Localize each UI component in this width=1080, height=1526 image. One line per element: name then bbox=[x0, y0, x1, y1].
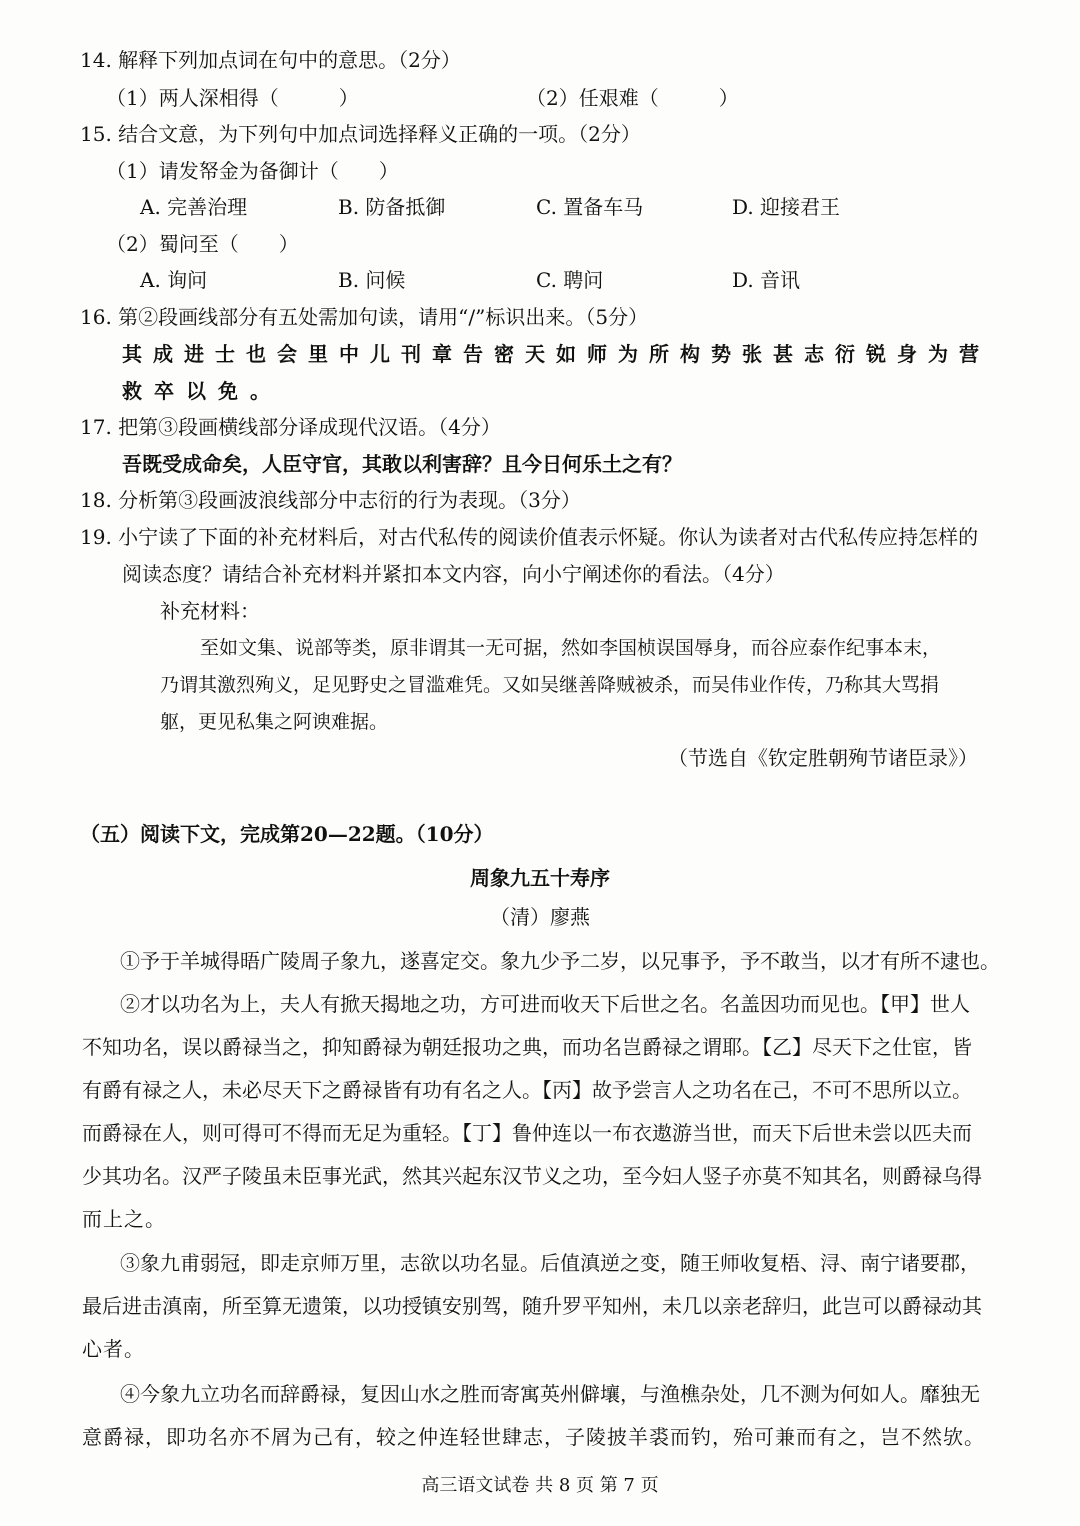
paragraph-3-line-2: 最后进击滇南，所至算无遗策，以功授镇安别驾，随升罗平知州，未几以亲老辞归，此岂可以爵禄动其 bbox=[82, 1294, 982, 1318]
paragraph-2-line-3: 有爵有禄之人，未必尽天下之爵禄皆有功有名之人。【丙】故予尝言人之功名在己，不可不思所以立。 bbox=[82, 1078, 972, 1102]
q18-stem: 18. 分析第③段画波浪线部分中志衍的行为表现。（3分） bbox=[80, 488, 581, 512]
q19-supp-label: 补充材料： bbox=[160, 599, 260, 623]
page-footer: 高三语文试卷 共 8 页 第 7 页 bbox=[421, 1475, 659, 1496]
q15-sub2-option-a: A. 询问 bbox=[140, 268, 208, 292]
q15-sub2: （2）蜀问至（ ） bbox=[106, 232, 299, 256]
paragraph-4-line-2: 意爵禄，即功名亦不屑为己有，较之仲连轻世肆志，子陵披羊裘而钓，殆可兼而有之，岂不然欤。 bbox=[82, 1425, 985, 1449]
q14-stem: 14. 解释下列加点词在句中的意思。（2分） bbox=[80, 48, 461, 72]
paragraph-1: ①予于羊城得晤广陵周子象九，遂喜定交。象九少予二岁，以兄事予，予不敢当，以才有所不逮也。 bbox=[120, 949, 1000, 973]
q17-text: 吾既受成命矣，人臣守官，其敢以利害辞？且今日何乐土之有？ bbox=[122, 452, 682, 476]
q14-item-2: （2）任艰难（ ） bbox=[526, 86, 739, 110]
q15-sub2-option-d: D. 音讯 bbox=[732, 268, 801, 292]
article-author: （清）廖燕 bbox=[490, 905, 590, 929]
q15-sub1: （1）请发帑金为备御计（ ） bbox=[106, 159, 399, 183]
q19-supp-line-3: 躯，更见私集之阿谀难据。 bbox=[160, 711, 389, 733]
q16-text-line-2: 救卒以免。 bbox=[122, 379, 282, 403]
paragraph-2-line-1: ②才以功名为上，夫人有掀天揭地之功，方可进而收天下后世之名。名盖因功而见也。【甲】世人 bbox=[120, 992, 970, 1016]
q15-sub1-option-b: B. 防备抵御 bbox=[338, 195, 446, 219]
paragraph-4-line-1: ④今象九立功名而辞爵禄，复因山水之胜而寄寓英州僻壤，与渔樵杂处，几不测为何如人。靡独无 bbox=[120, 1382, 980, 1406]
q19-source: （节选自《钦定胜朝殉节诸臣录》） bbox=[668, 746, 978, 770]
q16-text-line-1: 其成进士也会里中儿刊章告密天如师为所构势张甚志衍锐身为营 bbox=[122, 342, 990, 366]
q14-item-1: （1）两人深相得（ ） bbox=[106, 86, 359, 110]
section-5-heading: （五）阅读下文，完成第20—22题。（10分） bbox=[80, 822, 494, 846]
paragraph-3-line-3: 心者。 bbox=[82, 1337, 145, 1361]
q16-stem: 16. 第②段画线部分有五处需加句读，请用“/”标识出来。（5分） bbox=[80, 305, 649, 329]
paragraph-3-line-1: ③象九甫弱冠，即走京师万里，志欲以功名显。后值滇逆之变，随王师收复梧、浔、南宁诸要郡， bbox=[120, 1251, 980, 1275]
article-title: 周象九五十寿序 bbox=[470, 866, 610, 890]
q15-sub1-option-d: D. 迎接君王 bbox=[732, 195, 841, 219]
q19-stem-line-2: 阅读态度？请结合补充材料并紧扣本文内容，向小宁阐述你的看法。（4分） bbox=[122, 562, 785, 586]
paragraph-2-line-5: 少其功名。汉严子陵虽未臣事光武，然其兴起东汉节义之功，至今妇人竖子亦莫不知其名，则爵禄乌得 bbox=[82, 1164, 982, 1188]
q19-stem-line-1: 19. 小宁读了下面的补充材料后，对古代私传的阅读价值表示怀疑。你认为读者对古代私传应持怎样的 bbox=[80, 525, 979, 549]
paragraph-2-line-4: 而爵禄在人，则可得可不得而无足为重轻。【丁】鲁仲连以一布衣遨游当世，而天下后世未尝以匹夫而 bbox=[82, 1121, 972, 1145]
paragraph-2-line-2: 不知功名，误以爵禄当之，抑知爵禄为朝廷报功之典，而功名岂爵禄之谓耶。【乙】尽天下之仕宦，皆 bbox=[82, 1035, 972, 1059]
q19-supp-line-1: 至如文集、说部等类，原非谓其一无可据，然如李国桢误国辱身，而谷应泰作纪事本末， bbox=[200, 637, 942, 659]
q15-stem: 15. 结合文意，为下列句中加点词选择释义正确的一项。（2分） bbox=[80, 122, 641, 146]
paragraph-2-line-6: 而上之。 bbox=[82, 1207, 166, 1231]
q15-sub1-option-a: A. 完善治理 bbox=[140, 195, 248, 219]
q15-sub1-option-c: C. 置备车马 bbox=[536, 195, 644, 219]
q17-stem: 17. 把第③段画横线部分译成现代汉语。（4分） bbox=[80, 415, 501, 439]
q15-sub2-option-b: B. 问候 bbox=[338, 268, 406, 292]
q19-supp-line-2: 乃谓其激烈殉义，足见野史之冒滥难凭。又如吴继善降贼被杀，而吴伟业作传，乃称其大骂捐 bbox=[160, 674, 940, 696]
q15-sub2-option-c: C. 聘问 bbox=[536, 268, 604, 292]
